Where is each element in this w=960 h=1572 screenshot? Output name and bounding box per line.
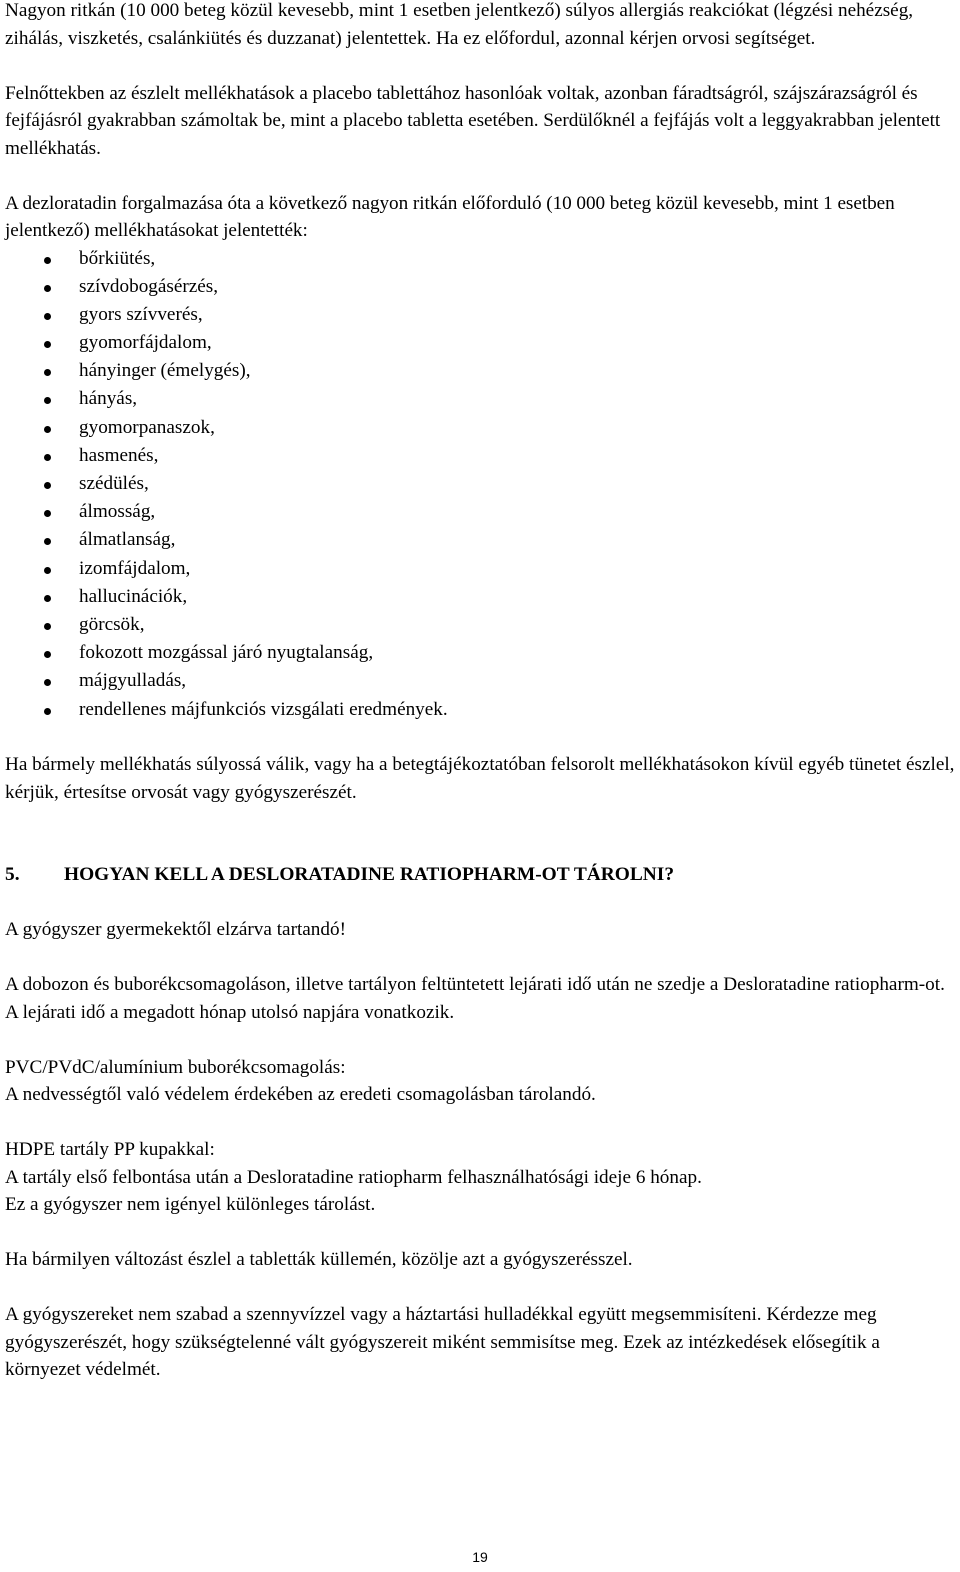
list-item: álmosság, [5,498,955,526]
list-item: gyomorfájdalom, [5,329,955,357]
side-effects-list [5,245,955,724]
bullet-icon [44,341,51,348]
list-item: hallucinációk, [5,583,955,611]
children-warning: A gyógyszer gyermekektől elzárva tartandó! [5,919,346,941]
list-item: hányás, [5,385,955,413]
list-item: álmatlanság, [5,526,955,554]
hdpe-line-2: Ez a gyógyszer nem igényel különleges tárolást. [5,1194,376,1216]
bullet-icon [44,454,51,461]
list-item: rendellenes májfunkciós vizsgálati eredmények. [5,696,955,724]
list-item: gyomorpanaszok, [5,414,955,442]
list-item: májgyulladás, [5,667,955,695]
list-item: görcsök, [5,611,955,639]
disposal-paragraph: A gyógyszereket nem szabad a szennyvízzel vagy a háztartási hulladékkal együtt megsemmisíteni. Kérdezze meg gyógyszerészét, hogy szükségtelenné vált gyógyszereit miként semmisítse meg. Ezek az intézkedések elősegítik a környezet védelmét. [5,1304,880,1381]
bullet-icon [44,623,51,630]
bullet-icon [44,510,51,517]
bullet-icon [44,285,51,292]
section-5-heading [5,861,955,889]
list-item: hányinger (émelygés), [5,357,955,385]
document-page [5,0,955,1384]
list-item: fokozott mozgással járó nyugtalanság, [5,639,955,667]
bullet-icon [44,397,51,404]
list-item: hasmenés, [5,442,955,470]
section-number: 5. [5,864,20,886]
bullet-icon [44,426,51,433]
bullet-icon [44,538,51,545]
expiry-paragraph: A dobozon és buborékcsomagoláson, illetve tartályon feltüntetett lejárati idő után ne szedje a Desloratadine ratiopharm-ot. A lejárati idő a megadott hónap utolsó napjára vonatkozik. [5,974,945,1023]
list-item: szédülés, [5,470,955,498]
appearance-change-paragraph: Ha bármilyen változást észlel a tabletták küllemén, közölje azt a gyógyszerésszel. [5,1249,633,1271]
section-title: HOGYAN KELL A DESLORATADINE RATIOPHARM-OT TÁROLNI? [64,864,675,886]
blister-text: A nedvességtől való védelem érdekében az eredeti csomagolásban tárolandó. [5,1084,596,1106]
page-number: 19 [472,1549,488,1565]
bullet-icon [44,482,51,489]
bullet-icon [44,651,51,658]
hdpe-heading: HDPE tartály PP kupakkal: [5,1139,215,1161]
blister-heading: PVC/PVdC/alumínium buborékcsomagolás: [5,1056,346,1078]
bullet-icon [44,595,51,602]
postmarketing-intro-paragraph: A dezloratadin forgalmazása óta a következő nagyon ritkán előforduló (10 000 beteg közül kevesebb, mint 1 esetben jelentkező) mellékhatásokat jelentették: [5,192,895,241]
bullet-icon [44,567,51,574]
list-item: szívdobogásérzés, [5,273,955,301]
bullet-icon [44,257,51,264]
bullet-icon [44,369,51,376]
bullet-icon [44,679,51,686]
bullet-icon [44,313,51,320]
list-item: bőrkiütés, [5,245,955,273]
serious-side-effects-paragraph: Ha bármely mellékhatás súlyossá válik, vagy ha a betegtájékoztatóban felsorolt mellékhatásokon kívül egyéb tünetet észlel, kérjük, értesítse orvosát vagy gyógyszerészét. [5,754,955,803]
hdpe-line-1: A tartály első felbontása után a Desloratadine ratiopharm felhasználhatósági ideje 6 hónap. [5,1166,702,1188]
adults-side-effects-paragraph: Felnőttekben az észlelt mellékhatások a placebo tablettához hasonlóak voltak, azonban fáradtságról, szájszárazságról és fejfájásról gyakrabban számoltak be, mint a placebo tabletta esetében. Serdülőknél a fejfájás volt a leggyakrabban jelentett mellékhatás. [5,82,941,159]
list-item: izomfájdalom, [5,555,955,583]
list-item: gyors szívverés, [5,301,955,329]
bullet-icon [44,708,51,715]
allergy-paragraph: Nagyon ritkán (10 000 beteg közül kevesebb, mint 1 esetben jelentkező) súlyos allergiás reakciókat (légzési nehézség, zihálás, viszketés, csalánkiütés és duzzanat) jelentettek. Ha ez előfordul, azonnal kérjen orvosi segítséget. [5,0,914,49]
